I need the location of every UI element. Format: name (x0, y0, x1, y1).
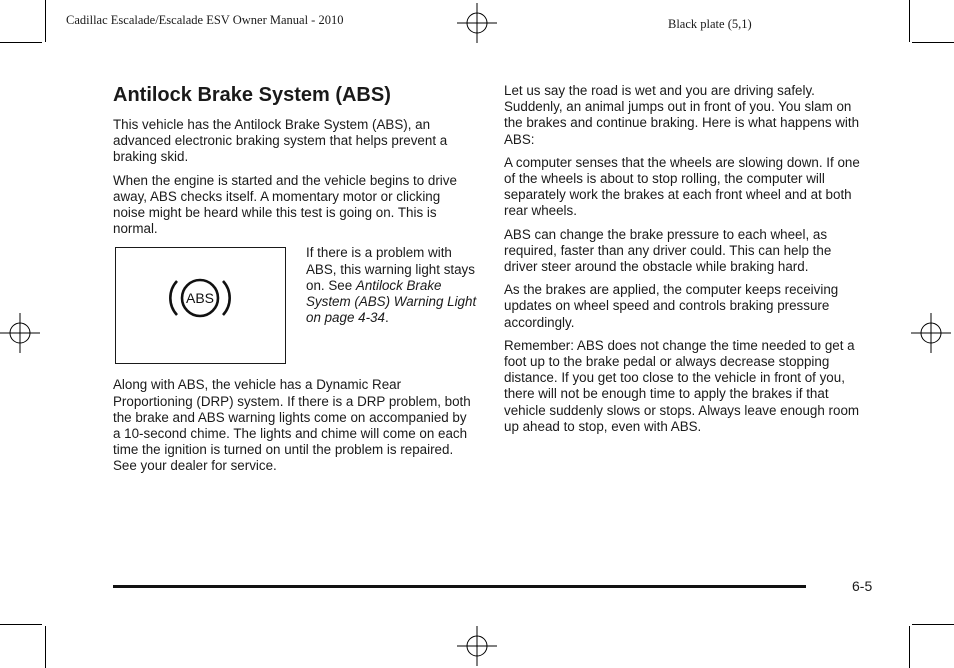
crop-mark (0, 624, 42, 625)
crop-mark (45, 0, 46, 42)
section-title: Antilock Brake System (ABS) (113, 84, 391, 106)
intro-paragraph: This vehicle has the Antilock Brake System (ABS), an advanced electronic braking system that helps prevent a braking skid. (113, 117, 448, 165)
crop-mark (45, 626, 46, 668)
crop-mark (912, 42, 954, 43)
scenario-paragraph: Let us say the road is wet and you are driving safely. Suddenly, an animal jumps out in front of you. You slam on the brakes and continue braking. Here is what happens with ABS: (504, 83, 860, 147)
self-check-paragraph: When the engine is started and the vehicle begins to drive away, ABS checks itself. A momentary motor or clicking noise might be heard while this test is going on. This is normal. (113, 172, 457, 237)
plate-label: Black plate (5,1) (668, 17, 752, 31)
registration-mark-icon (457, 626, 497, 666)
abs-icon-text: ABS (185, 290, 215, 307)
caption-text: If there is a problem with ABS, this warning light stays on. See (306, 245, 475, 293)
abs-figure (113, 247, 475, 377)
footer-rule (113, 585, 806, 588)
left-column (113, 83, 475, 482)
remember-paragraph: Remember: ABS does not change the time needed to get a foot up to the brake pedal or always decrease stopping distance. If you get too close to the vehicle in front of you, there will not be enough time to apply the brakes if that vehicle suddenly slows or stops. Always leave enough room up ahead to stop, even with ABS. (504, 337, 860, 434)
crop-mark (0, 42, 42, 43)
caption-end: . (384, 310, 389, 326)
registration-mark-icon (457, 3, 497, 43)
figure-caption (306, 245, 478, 326)
abs-warning-light-icon (168, 275, 232, 321)
page-reference-link[interactable]: Antilock Brake System (ABS) Warning Light on page 4-34 (306, 277, 477, 326)
updates-paragraph: As the brakes are applied, the computer keeps receiving updates on wheel speed and controls braking pressure accordingly. (504, 282, 839, 330)
right-column (504, 83, 866, 442)
crop-mark (909, 626, 910, 668)
crop-mark (909, 0, 910, 42)
page-number: 6-5 (852, 578, 873, 594)
registration-mark-icon (911, 313, 951, 353)
computer-senses-paragraph: A computer senses that the wheels are slowing down. If one of the wheels is about to stop rolling, the computer will separately work the brakes at each front wheel and at both rear wheels. (504, 154, 860, 219)
drp-paragraph: Along with ABS, the vehicle has a Dynamic Rear Proportioning (DRP) system. If there is a DRP problem, both the brake and ABS warning lights come on accompanied by a 10-second chime. The lights and chime will come on each time the ignition is turned on until the problem is repaired. See your dealer for service. (113, 377, 471, 474)
crop-mark (912, 624, 954, 625)
abs-icon-frame (115, 247, 286, 364)
registration-mark-icon (0, 313, 40, 353)
manual-title: Cadillac Escalade/Escalade ESV Owner Manual - 2010 (66, 13, 344, 27)
brake-pressure-paragraph: ABS can change the brake pressure to each wheel, as required, faster than any driver could. This can help the driver steer around the obstacle while braking hard. (504, 226, 832, 275)
